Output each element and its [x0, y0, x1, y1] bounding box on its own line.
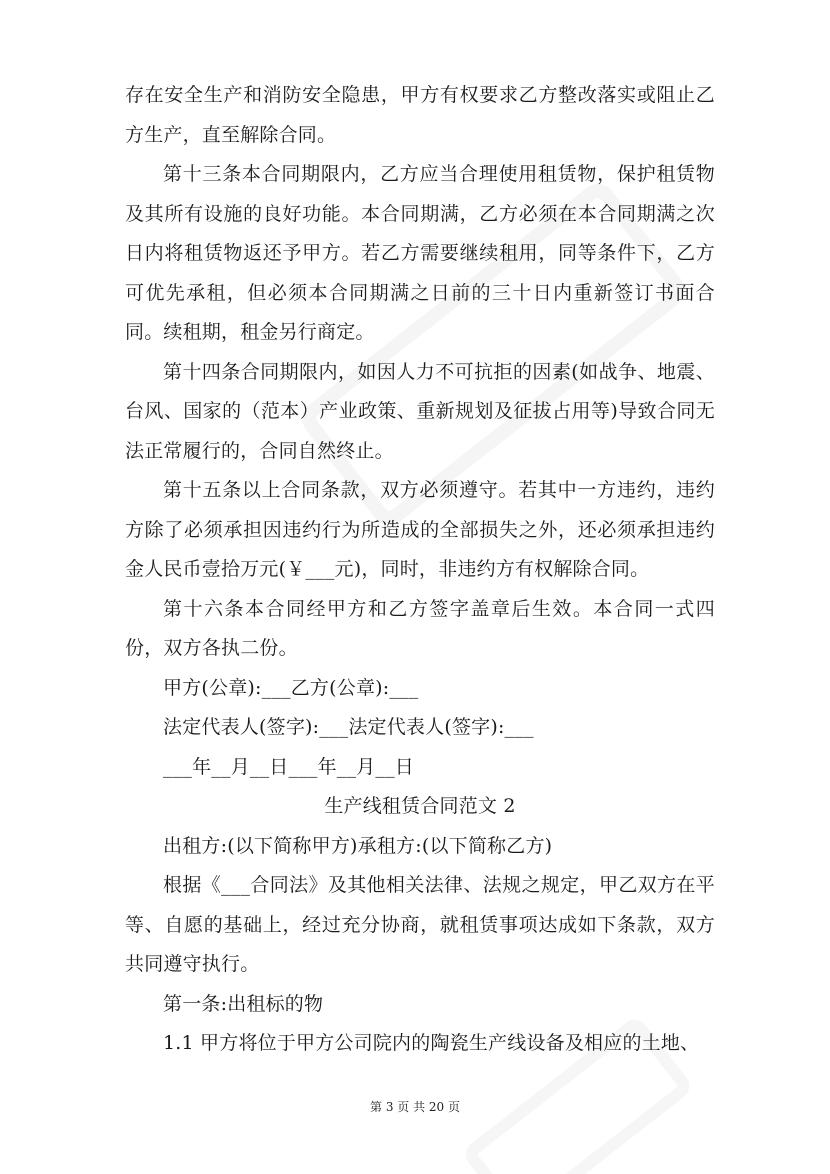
signature-date-line: ___年__月__日___年__月__日 — [163, 755, 415, 778]
clause-14: 第十四条合同期限内，如因人力不可抗拒的因素(如战争、地震、台风、国家的（范本）产业政策、重新规划及征拔占用等)导致合同无法正常履行的，合同自然终止。 — [125, 360, 715, 462]
page-number-footer: 第 3 页 共 20 页 — [370, 1100, 460, 1114]
clause-13: 第十三条本合同期限内，乙方应当合理使用租赁物，保护租赁物及其所有设施的良好功能。本合同期满，乙方必须在本合同期满之次日内将租赁物返还予甲方。若乙方需要继续租用，同等条件下，乙方可优先承租，但必须本合同期满之日前的三十日内重新签订书面合同。续租期，租金另行商定。 — [125, 163, 715, 343]
clause-15: 第十五条以上合同条款，双方必须遵守。若其中一方违约，违约方除了必须承担因违约行为所造成的全部损失之外，还必须承担违约金人民币壹拾万元(￥___元)，同时，非违约方有权解除合同。 — [125, 479, 715, 580]
preamble-paragraph: 根据《___合同法》及其他相关法律、法规之规定，甲乙双方在平等、自愿的基础上，经过充分协商，就租赁事项达成如下条款，双方共同遵守执行。 — [125, 874, 715, 975]
signature-seal-line: 甲方(公章):___乙方(公章):___ — [163, 676, 419, 699]
signature-representative-line: 法定代表人(签字):___法定代表人(签字):___ — [163, 716, 534, 738]
article-1-heading: 第一条:出租标的物 — [163, 992, 324, 1015]
parties-line: 出租方:(以下简称甲方)承租方:(以下简称乙方) — [163, 834, 553, 857]
section-title: 生产线租赁合同范文 2 — [324, 795, 516, 817]
article-1-1: 1.1 甲方将位于甲方公司院内的陶瓷生产线设备及相应的土地、 — [163, 1032, 700, 1054]
clause-16: 第十六条本合同经甲方和乙方签字盖章后生效。本合同一式四份，双方各执二份。 — [125, 597, 715, 659]
document-body — [125, 76, 715, 1064]
paragraph-continuation: 存在安全生产和消防安全隐患，甲方有权要求乙方整改落实或阻止乙方生产，直至解除合同。 — [125, 84, 715, 146]
